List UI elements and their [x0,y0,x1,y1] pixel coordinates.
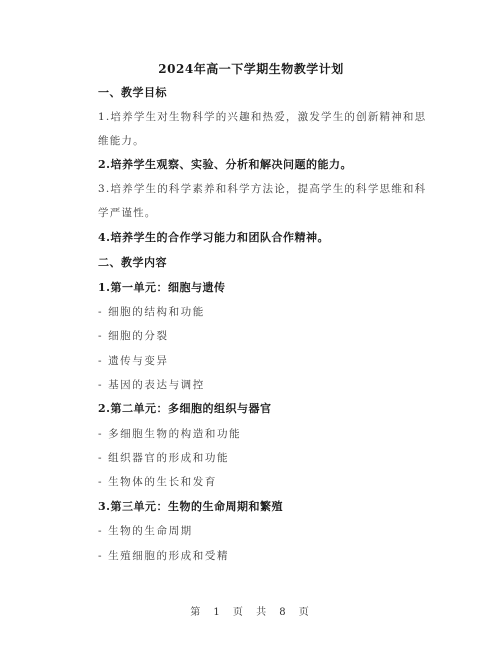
unit-1-item: - 基因的表达与调控 [98,379,205,391]
unit-1-title: 1.第一单元：细胞与遗传 [98,281,226,294]
unit-1-item: - 遗传与变异 [98,355,169,367]
unit-3-item: - 生殖细胞的形成和受精 [98,550,230,562]
section-heading-goals: 一、教学目标 [98,86,167,99]
document-title: 2024年高一下学期生物教学计划 [158,62,344,76]
unit-2-item: - 多细胞生物的构造和功能 [98,428,242,440]
page-footer: 第 1 页 共 8 页 [190,607,312,618]
unit-2-item: - 生物体的生长和发育 [98,476,217,488]
goal-3-line-1: 3.培养学生的科学素养和科学方法论，提高学生的科学思维和科 [98,183,427,195]
unit-1-item: - 细胞的分裂 [98,330,169,342]
goal-1-line-1: 1.培养学生对生物科学的兴趣和热爱，激发学生的创新精神和思 [98,111,427,123]
section-heading-content: 二、教学内容 [98,256,167,269]
unit-2-item: - 组织器官的形成和功能 [98,452,230,464]
unit-2-title: 2.第二单元：多细胞的组织与器官 [98,402,272,415]
goal-2: 2.培养学生观察、实验、分析和解决问题的能力。 [98,158,352,171]
unit-1-item: - 细胞的结构和功能 [98,306,205,318]
unit-3-title: 3.第三单元：生物的生命周期和繁殖 [98,500,283,513]
goal-4: 4.培养学生的合作学习能力和团队合作精神。 [98,231,329,244]
unit-3-item: - 生物的生命周期 [98,525,193,537]
goal-1-line-2: 维能力。 [98,135,145,147]
goal-3-line-2: 学严谨性。 [98,207,157,219]
